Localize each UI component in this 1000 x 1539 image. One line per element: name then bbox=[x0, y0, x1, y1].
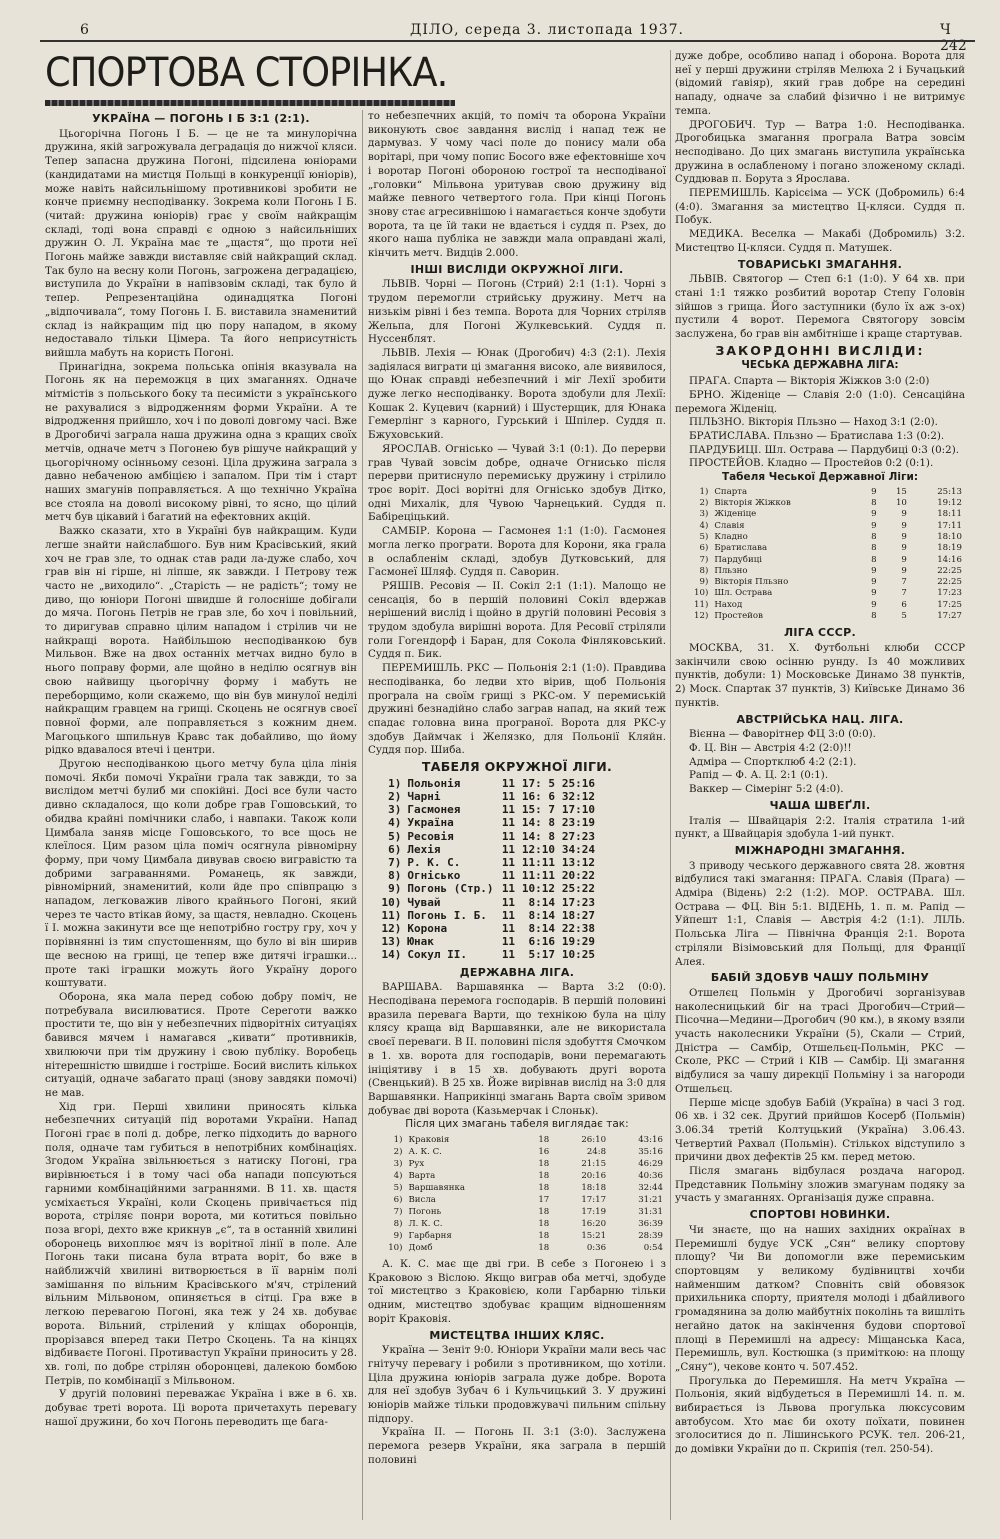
result-item: Вієнна — Фаворітнер ФЦ 3:0 (0:0). bbox=[689, 728, 876, 741]
stat-cell: 15 bbox=[895, 486, 907, 497]
stat-cell: 3) bbox=[393, 1159, 403, 1170]
paragraph: Після змагань відбулася роздача нагород. Представник Польміну зложив змагунам подяку за участь у змаганнях. Організація дуже справна. bbox=[675, 1165, 965, 1205]
stat-cell: 8 bbox=[871, 543, 877, 554]
stat-cell: 13) bbox=[381, 935, 402, 949]
stat-cell: 6 bbox=[901, 599, 907, 610]
stat-cell: 5) bbox=[699, 531, 709, 542]
result-item: ПІЛЬЗНО. Вікторія Пльзно — Наход 3:1 (2:0). bbox=[689, 416, 938, 429]
stat-cell: 9 bbox=[871, 599, 877, 610]
result-item: ДРОГОБИЧ. Тур — Ватра 1:0. Несподіванка. Дрогобицька змагання програла Ватра зовсім несподівано. До цих змагань виступила українська дружина в ослабленому і погано зложеному складі. Суддював п. Борута з Ярослава. bbox=[675, 118, 965, 186]
table-row bbox=[378, 830, 598, 843]
stat-cell: 0:36 bbox=[586, 1243, 607, 1254]
result-item: ЛЬВІВ. Чорні — Погонь (Стрий) 2:1 (1:1). Чорні з трудом перемогли стрийську дружину. Метч на низькім рівні і без темпа. Ворота для Чорних стріляв Жельпа, для Погоні Жулкевський. Суддя п. Нуссенблят. bbox=[368, 278, 666, 346]
stat-cell: 18 bbox=[538, 1171, 550, 1182]
page-header bbox=[40, 20, 975, 54]
stat-cell: 16:20 bbox=[581, 1219, 607, 1230]
paragraph: Важко сказати, хто в Україні був найкращим. Куди легше знайти найслабшого. Був ним Красівський, який хоч не грав зле, то однак став ради ла-дуже слабо, хоч грав він ні гірше, ні ліпше, як завжди. І Петрову теж часто не „виходило“. „Старість — не радість“; тому не диво, що юніори Погоні швидше й голосніше добігали до мяча. Погонь Петрів не грав зле, бо хоч і повільний, то диригував справно цілим нападом і стрілив чи не найкращі ворота. Найбільшою несподіванкою був Мильвон. Вже на двох останніх метчах видно було в нього поправу форми, але щойно в неділю осягнув він свою найвищу цьогорічну форму і мабуть не переборщимо, коли скажемо, що він був минулої неділі найкращим гравцем на грищі. Скоцень не осягнув своєї повної форми, але поправляється з кожним днем. Магоцького шпильнув Кравс так добайливо, що йому рідко вдавалося втечі і центри. bbox=[45, 525, 357, 757]
stat-cell: 8:14 bbox=[528, 908, 555, 922]
table-row bbox=[675, 498, 965, 509]
result-item: САМБІР. Корона — Гасмонея 1:1 (1:0). Гасмонея могла легко програти. Ворота для Корони, яка грала в ослабленім складі, здобув Дутковський, для Гасмонеї Шляф. Суддя п. Саворин. bbox=[368, 525, 666, 579]
stat-cell: 14: 8 bbox=[521, 829, 555, 843]
team-cell: Шл. Острава bbox=[714, 588, 773, 599]
stat-cell: 11 bbox=[501, 908, 516, 922]
stat-cell: 17:27 bbox=[937, 611, 962, 622]
team-cell: Славія bbox=[714, 520, 745, 531]
table-row bbox=[378, 856, 598, 869]
section-heading: ДЕРЖАВНА ЛІГА. bbox=[459, 965, 575, 979]
page-number: 6 bbox=[80, 22, 89, 38]
table-row bbox=[675, 555, 965, 566]
team-cell: Кладно bbox=[714, 531, 748, 542]
stat-cell: 18 bbox=[538, 1183, 550, 1194]
team-cell: Погонь bbox=[408, 1207, 442, 1218]
paragraph: Хід гри. Перші хвилини приносять кілька небезпечних ситуацій під воротами України. Напад Погоні грає в полі д. добре, легко підходить до варного поля, одначе там губиться в непотрібних комбінаціях. Згодом Україна звільнюється з натиску Погоні, гра вирівнюється і в тому часі оба напади попсуються гарними комбінаційними заграннями. В 11. хв. щастя усміхається Україні, коли Скоцень привічається під ворота, стріляє понри ворота, ми котиться повільно поза вгорі, дехто вже крикнув „є“, та в останній хвилині оборонець вихоплює мяч із ворітної лінії в поле. Але Погонь таки писана була втрата воріт, бо вже в найближчій хвилині витворюється в її варнім полі замішання по вільним Красівського м'яч, стрілений вільним Мільвоном, опиняється в сітці. Гра вже в легкою перевагою Погоні, яка теж у 24 хв. добуває ворота. Вільний, стрілений у кліщах оборонців, прорізався вперед таки Петро Скоцень. Та на кінцях відбиваєте Погоні. Противаступ України приносить у 28. хв. голі, по добре стрілян оборонцеві, далекою бомбою Петрів, по комбінації з Мільвоном. bbox=[45, 1100, 357, 1387]
team-cell: Братислава bbox=[714, 543, 768, 554]
stat-cell: 18 bbox=[538, 1135, 550, 1146]
paragraph: МОСКВА, 31. X. Футбольні клюби СССР закінчили свою осінню рунду. Із 40 можливих пунктів, добули: 1) Московське Динамо 38 пунктів, 2) Моск. Спартак 37 пунктів, 3) Київське Динамо 36 пунктів. bbox=[675, 642, 965, 709]
stat-cell: 3) bbox=[388, 803, 402, 817]
stat-cell: 9 bbox=[901, 520, 907, 531]
stat-cell: 11 bbox=[501, 921, 516, 935]
paragraph: Принагідна, зокрема польська опінія вказувала на Погонь як на переможця в цих змаганнях. Одначе мітмістів з польського боку та песимісти з українського не рахувалися з відродженням форми України. А те відродження прийшло, хоч і по доволі довгому часі. Вже в Дрогобичі заграла наша дружина одна з кращих своїх метчів, одначе метч з Погонею був рішуче найкращий у цьогорічному осінньому сезоні. Ціла дружина заграла з давно небаченою амбіцією і запалом. При тім і старт наших змагунів поправляється. А що технічно Україна все стояла на доволі високому рівні, то ясно, що цілий метч був цікавий і багатий на ефектовних акцій. bbox=[45, 360, 357, 524]
stat-cell: 18 bbox=[538, 1243, 550, 1254]
result-item: ПЕРЕМИШЛЬ. РКС — Польонія 2:1 (1:0). Правдива несподіванка, бо ледви хто вірив, щоб Польонія програла на своїм грищі з РКС-ом. У перемиській дружині безнадійно слабо заграв напад, на який теж спадає головна вина програної. Ворота для РКС-у здобув Даймчак і Желязко, для Польонії Кляйн. Суддя пор. Шиба. bbox=[368, 662, 666, 757]
column-2 bbox=[368, 110, 666, 1520]
team-cell: А. К. С. bbox=[408, 1147, 442, 1158]
section-heading: АВСТРІЙСЬКА НАЦ. ЛІГА. bbox=[736, 712, 904, 726]
column-divider bbox=[670, 50, 671, 1520]
sub-heading: ЧЕСЬКА ДЕРЖАВНА ЛІГА: bbox=[741, 359, 899, 372]
stat-cell: 9) bbox=[699, 577, 709, 588]
team-cell: Варта bbox=[408, 1171, 436, 1182]
team-cell: Наход bbox=[714, 599, 743, 610]
stat-cell: 8 bbox=[871, 531, 877, 542]
paragraph: дуже добре, особливо напад і оборона. Ворота для неї у перші дружини стріляв Мелюха 2 і Бучацький (відомий ґавіяр), який грав добре на середині нападу, одначе за слабий фізично і не витримує темпа. bbox=[675, 50, 965, 117]
stat-cell: 20:22 bbox=[561, 869, 595, 883]
stat-cell: 18:11 bbox=[937, 509, 962, 520]
section-heading: ІНШІ ВИСЛІДИ ОКРУЖНОЇ ЛІГИ. bbox=[410, 262, 624, 276]
stat-cell: 15: 7 bbox=[521, 803, 555, 817]
table-row bbox=[378, 909, 598, 922]
team-cell: Чувай bbox=[407, 895, 441, 909]
stat-cell: 11 bbox=[501, 789, 516, 803]
table-row bbox=[675, 566, 965, 577]
result-item: Адміра — Спортклюб 4:2 (2:1). bbox=[689, 755, 857, 768]
stat-cell: 9) bbox=[393, 1231, 403, 1242]
stat-cell: 1) bbox=[699, 486, 709, 497]
table-row bbox=[378, 843, 598, 856]
stat-cell: 11 bbox=[501, 842, 516, 856]
column-3 bbox=[675, 50, 965, 1520]
stat-cell: 14:16 bbox=[937, 554, 962, 565]
result-item: Ф. Ц. Він — Австрія 4:2 (2:0)!! bbox=[689, 741, 852, 754]
table-row bbox=[378, 922, 598, 935]
table-row bbox=[368, 1194, 666, 1206]
stat-cell: 18:19 bbox=[937, 543, 962, 554]
stat-cell: 9 bbox=[871, 577, 877, 588]
result-item: БРНО. Жіденіце — Славія 2:0 (1:0). Сенсаційна перемога Жіденіц. bbox=[675, 388, 965, 415]
state-league-table bbox=[368, 1134, 666, 1254]
result-item: ЯРОСЛАВ. Огнісько — Чувай 3:1 (0:1). До перерви грав Чувай зовсім добре, одначе Огнисько після перерви притиснуло перемиську дружину і стрілило троє воріт. Досі ворітні для Огнісько здобув Дітко, одні Михалік, для Чувою Чарнецький. Суддя п. Бабіреціцький. bbox=[368, 442, 666, 524]
section-heading: ЗАКОРДОННІ ВИСЛІДИ: bbox=[715, 342, 925, 358]
stat-cell: 15:21 bbox=[581, 1231, 607, 1242]
stat-cell: 11:11 bbox=[521, 869, 555, 883]
stat-cell: 9 bbox=[871, 588, 877, 599]
result-item: ПРОСТЕЙОВ. Кладно — Простейов 0:2 (0:1). bbox=[689, 457, 934, 470]
stat-cell: 17:19 bbox=[581, 1207, 607, 1218]
table-row bbox=[378, 869, 598, 882]
stat-cell: 4) bbox=[388, 816, 402, 830]
stat-cell: 9) bbox=[388, 882, 402, 896]
stat-cell: 9 bbox=[871, 509, 877, 520]
czech-league-table bbox=[675, 487, 965, 623]
stat-cell: 19:12 bbox=[937, 498, 962, 509]
stat-cell: 5) bbox=[393, 1183, 403, 1194]
stat-cell: 18 bbox=[538, 1219, 550, 1230]
stat-cell: 9 bbox=[901, 543, 907, 554]
stat-cell: 6:16 bbox=[528, 935, 555, 949]
stat-cell: 9 bbox=[901, 531, 907, 542]
table-row bbox=[368, 1182, 666, 1194]
stat-cell: 13:12 bbox=[561, 855, 595, 869]
table-heading: ТАБЕЛЯ ОКРУЖНОЇ ЛІГИ. bbox=[421, 759, 613, 775]
stat-cell: 11 bbox=[501, 803, 516, 817]
stat-cell: 8:14 bbox=[528, 921, 555, 935]
stat-cell: 10) bbox=[694, 588, 709, 599]
stat-cell: 8) bbox=[388, 869, 402, 883]
stat-cell: 34:24 bbox=[561, 842, 595, 856]
stat-cell: 25:16 bbox=[561, 776, 595, 790]
table-row bbox=[368, 1206, 666, 1218]
stat-cell: 18:18 bbox=[581, 1183, 607, 1194]
team-cell: Погонь І. Б. bbox=[407, 908, 487, 922]
stat-cell: 11 bbox=[501, 855, 516, 869]
table-row bbox=[675, 600, 965, 611]
stat-cell: 17 bbox=[538, 1195, 550, 1206]
section-heading: МІЖНАРОДНІ ЗМАГАННЯ. bbox=[734, 843, 906, 857]
masthead-rule bbox=[45, 100, 455, 106]
table-row bbox=[368, 1170, 666, 1182]
paragraph: Італія — Швайцарія 2:2. Італія стратила 1-ий пункт, а Швайцарія здобула 1-ий пункт. bbox=[675, 814, 965, 841]
team-cell: Варшавянка bbox=[408, 1183, 466, 1194]
stat-cell: 35:16 bbox=[638, 1147, 663, 1158]
stat-cell: 28:39 bbox=[638, 1231, 663, 1242]
stat-cell: 17:10 bbox=[561, 803, 595, 817]
stat-cell: 2) bbox=[699, 498, 709, 509]
stat-cell: 25:22 bbox=[561, 882, 595, 896]
stat-cell: 17:17 bbox=[581, 1195, 607, 1206]
stat-cell: 22:38 bbox=[561, 921, 595, 935]
team-cell: Л. К. С. bbox=[408, 1219, 443, 1230]
team-cell: Корона bbox=[407, 921, 448, 935]
stat-cell: 1) bbox=[388, 776, 402, 790]
table-row bbox=[675, 611, 965, 622]
section-heading: ТОВАРИСЬКІ ЗМАГАННЯ. bbox=[737, 257, 903, 271]
stat-cell: 25:13 bbox=[937, 486, 962, 497]
stat-cell: 9 bbox=[901, 509, 907, 520]
stat-cell: 9 bbox=[901, 554, 907, 565]
team-cell: Гарбарня bbox=[408, 1231, 452, 1242]
team-cell: Пльзно bbox=[714, 565, 748, 576]
team-cell: Домб bbox=[408, 1243, 433, 1254]
stat-cell: 18 bbox=[538, 1159, 550, 1170]
table-row bbox=[368, 1158, 666, 1170]
stat-cell: 11 bbox=[501, 869, 516, 883]
stat-cell: 14: 8 bbox=[521, 816, 555, 830]
stat-cell: 7) bbox=[699, 554, 709, 565]
result-item: Рапід — Ф. А. Ц. 2:1 (0:1). bbox=[689, 769, 829, 782]
table-row bbox=[675, 588, 965, 599]
stat-cell: 22:25 bbox=[937, 577, 962, 588]
paragraph: У другій половині переважає Україна і вже в 6. хв. добуває треті ворота. Ці ворота причетахуть перевагу нашої дружини, бо хоч Погонь переводить ще бага- bbox=[45, 1388, 357, 1428]
stat-cell: 18 bbox=[538, 1231, 550, 1242]
stat-cell: 27:23 bbox=[561, 829, 595, 843]
team-cell: Польонія bbox=[407, 776, 461, 790]
stat-cell: 8) bbox=[393, 1219, 403, 1230]
result-item: ЛЬВІВ. Лехія — Юнак (Дрогобич) 4:3 (2:1). Лехія задіялася виграти ці змагання високо, але виявилося, що Юнак справді небезпечний і міг Лехії зробити дуже легко несподіванку. Ворота здобули для Лехії: Кошак 2. Куцевич (карний) і Шустерщик, для Юнака Гемерлінг з карного, Гурський і Шпілер. Суддя п. Бжуховський. bbox=[368, 346, 666, 442]
stat-cell: 26:10 bbox=[581, 1135, 607, 1146]
paragraph: Цьогорічна Погонь І Б. — це не та минулорічна дружина, якій загрожувала деградація до нижчої кляси. Тепер запасна дружина Погоні, підсилена юніорами (кандидатами на мистця Польщі в конкуренції юніорів), може навіть найсильнішому противникові зробити не конче приємну несподіванку. Зокрема коли Погонь І Б. (читай: дружина юніорів) грає у своїм найкращім складі, тоді вона справді є одною з найсильніших дружин О. Л. Україна має те „щастя“, що проти неї Погонь майже завжди виставляє свій найкращий склад. Так було на весну коли Погонь, загрожена деградацією, виступила до України в напівзовім складі, так було й тепер. Репрезентаційна одинадцятка Погоні „відпочивала“, тому Погонь І. Б. виставила знаменитий склад із найкращим під цю пору нападом, в якому недоставало тільки Цімера. Та його неприсутність вийшла мабуть на користь Погоні. bbox=[45, 127, 357, 359]
stat-cell: 5) bbox=[388, 829, 402, 843]
stat-cell: 6) bbox=[393, 1195, 403, 1206]
team-cell: Рух bbox=[408, 1159, 425, 1170]
stat-cell: 1) bbox=[393, 1135, 403, 1146]
stat-cell: 12) bbox=[694, 611, 709, 622]
stat-cell: 11 bbox=[501, 935, 516, 949]
team-cell: Погонь (Стр.) bbox=[407, 882, 494, 896]
stat-cell: 2) bbox=[388, 789, 402, 803]
stat-cell: 4) bbox=[699, 520, 709, 531]
stat-cell: 17:23 bbox=[937, 588, 962, 599]
team-cell: Пардубиці bbox=[714, 554, 762, 565]
result-item: РЯШІВ. Ресовія — ІІ. Сокіл 2:1 (1:1). Малощо не сенсація, бо в першій половині Сокіл вдержав нерішений вислід і щойно в другій половині Ресовія з трудом здобула вирішні ворота. Для Ресовії стріляли голи Гогендорф і Баран, для Сокола Фінляковський. Суддя п. Бик. bbox=[368, 579, 666, 661]
stat-cell: 11:11 bbox=[521, 855, 555, 869]
stat-cell: 17: 5 bbox=[521, 776, 555, 790]
stat-cell: 18:10 bbox=[937, 531, 962, 542]
table-row bbox=[378, 777, 598, 790]
table-row bbox=[378, 935, 598, 948]
stat-cell: 11 bbox=[501, 948, 516, 962]
result-item: Україна ІІ. — Погонь ІІ. 3:1 (3:0). Заслужена перемога резерв України, яка заграла в першій половині bbox=[368, 1426, 666, 1466]
stat-cell: 8 bbox=[871, 554, 877, 565]
result-item: Ваккер — Сімерінг 5:2 (4:0). bbox=[689, 783, 844, 796]
stat-cell: 9 bbox=[871, 520, 877, 531]
table-row bbox=[378, 790, 598, 803]
stat-cell: 21:15 bbox=[581, 1159, 607, 1170]
stat-cell: 11 bbox=[501, 829, 516, 843]
stat-cell: 32:44 bbox=[638, 1183, 663, 1194]
stat-cell: 12) bbox=[381, 921, 402, 935]
stat-cell: 11) bbox=[381, 908, 402, 922]
stat-cell: 8:14 bbox=[528, 895, 555, 909]
team-cell: Висла bbox=[408, 1195, 436, 1206]
stat-cell: 0:54 bbox=[643, 1243, 663, 1254]
table-row bbox=[368, 1218, 666, 1230]
stat-cell: 11 bbox=[501, 895, 516, 909]
team-cell: Простейов bbox=[714, 611, 763, 622]
table-row bbox=[378, 896, 598, 909]
stat-cell: 10) bbox=[388, 1243, 403, 1254]
stat-cell: 24:8 bbox=[586, 1147, 607, 1158]
table-row bbox=[368, 1230, 666, 1242]
newspaper-title: ДІЛО, середа 3. листопада 1937. bbox=[410, 22, 684, 38]
section-heading: МИСТЕЦТВА ІНШИХ КЛЯС. bbox=[429, 1328, 605, 1342]
stat-cell: 22:25 bbox=[937, 565, 962, 576]
stat-cell: 7) bbox=[393, 1207, 403, 1218]
table-row bbox=[378, 816, 598, 829]
table-row bbox=[368, 1134, 666, 1146]
table-caption: Після цих змагань табеля виглядає так: bbox=[405, 1118, 629, 1131]
paragraph: З приводу чеського державного свята 28. жовтня відбулися такі змагання: ПРАГА. Славія (Прага) — Адміра (Відень) 2:2 (1:2). МОР. ОСТРАВА. Шл. Острава — ФЦ. Він 5:1. ВІДЕНЬ, 1. п. м. Рапід — Уйпешт 1:1, Славія — Австрія 4:2 (1:1). ЛІЛЬ. Польська Ліга — Північна Франція 2:1. Ворота стріляли Візімовський для Польщі, для Франції Алея. bbox=[675, 859, 965, 968]
stat-cell: 7 bbox=[901, 577, 907, 588]
team-cell: Лехія bbox=[407, 842, 441, 856]
stat-cell: 36:39 bbox=[638, 1219, 663, 1230]
team-cell: Сокул ІІ. bbox=[407, 948, 468, 962]
stat-cell: 11 bbox=[501, 776, 516, 790]
table-row bbox=[368, 1146, 666, 1158]
stat-cell: 11 bbox=[501, 816, 516, 830]
stat-cell: 19:29 bbox=[561, 935, 595, 949]
stat-cell: 10 bbox=[895, 498, 907, 509]
stat-cell: 7) bbox=[388, 855, 402, 869]
stat-cell: 31:21 bbox=[638, 1195, 663, 1206]
paragraph: Прогулька до Перемишля. На метч Україна — Польонія, який відбудеться в Перемишлі 14. п. м. вибирається із Львова прогулька люксусовим автобусом. Хто має би охоту поїхати, повинен зголоситися до п. Лішинського РСУК. тел. 206-21, до домівки України до п. Скрипія (тел. 250-54). bbox=[675, 1374, 965, 1456]
stat-cell: 6) bbox=[699, 543, 709, 554]
section-heading: ЧАША ШВЕҐЛІ. bbox=[769, 798, 871, 812]
section-heading: БАБІЙ ЗДОБУВ ЧАШУ ПОЛЬМІНУ bbox=[710, 971, 930, 985]
table-row bbox=[675, 521, 965, 532]
stat-cell: 10) bbox=[381, 895, 402, 909]
team-cell: Спарта bbox=[714, 486, 748, 497]
team-cell: Жіденіце bbox=[714, 509, 757, 520]
league-table bbox=[378, 777, 598, 962]
column-1 bbox=[45, 110, 357, 1520]
stat-cell: 46:29 bbox=[638, 1159, 663, 1170]
team-cell: Р. К. С. bbox=[407, 855, 461, 869]
table-row bbox=[378, 803, 598, 816]
stat-cell: 12:10 bbox=[521, 842, 555, 856]
stat-cell: 9 bbox=[871, 486, 877, 497]
paragraph: Чи знаєте, що на наших західних окраїнах в Перемишлі будує УСК „Сян“ велику спортову площу? Чи Ви допомогли вже перемиським спортовцям у великому будівництві хочби найменшим датком? Сповніть свій обовязок прихильника спорту, приятеля молоді і дбайливого громадянина за долю майбутніх поколінь та вишліть негайно даток на закінчення будови спортової площі в Перемишлі на адресу: Міщанська Каса, Перемишль, вул. Костюшка (з приміткою: на площу „Сяну“), чекове конто ч. 507.452. bbox=[675, 1223, 965, 1373]
stat-cell: 17:11 bbox=[937, 520, 962, 531]
team-cell: Краковія bbox=[408, 1135, 450, 1146]
paragraph: Другою несподіванкою цього метчу була ціла лінія помочі. Якби помочі України грала так завжди, то за вислідом метчі булиб ми спокійні. Досі все були часто дивно складалося, що коли добре грав Гошовський, то обидва крайні помічники слабо, і навпаки. Також коли Цимбала заняв місце Гошовського, то все щось не клеїлося. Цим разом ціла поміч осягнула рівномірну форму, при чому Цимбала дивував своєю вигравістю та добрими заграваннями. Романець, як завжди, рівномірний, знаменитий, коли йде про співпрацю з нападом, легковажив лівого крайнього Погоні, який через те часто втікав йому, за щастя, невладно. Скоцень ї І. можна закинути все ще непотрібно гостру гру, хоч у порівнянні із тим спустошенням, що було ві він ширив ще весною на грищі, це тепер вже дитячі іграшки... проте такі іграшки можуть його Україну дорого коштувати. bbox=[45, 758, 357, 990]
result-item: ПАРДУБИЦІ. Шл. Острава — Пардубиці 0:3 (0:2). bbox=[689, 443, 959, 456]
table-row bbox=[675, 532, 965, 543]
stat-cell: 11) bbox=[694, 599, 709, 610]
paragraph: Оборона, яка мала перед собою добру поміч, не потребувала висилюватися. Проте Сереготи важко простити те, що він у небезпечних підворітніх ситуаціях бавився мячем і намагався „кивати“ противників, хвилюючи при тім дружину і свою публіку. Воробець нітерешністю швидше і гостріше. Босий вислить кількох ситуацій, одначе забагато праці (знову завдяки помочі) не мав. bbox=[45, 991, 357, 1099]
result-item: ПЕРЕМИШЛЬ. Карісєіма — УСК (Добромиль) 6:4 (4:0). Змагання за мистецтво Ц-кляси. Суддя п. Побук. bbox=[675, 187, 965, 227]
result-item: БРАТИСЛАВА. Пльзно — Братислава 1:3 (0:2). bbox=[689, 429, 945, 442]
stat-cell: 14) bbox=[381, 948, 402, 962]
table-row bbox=[675, 509, 965, 520]
stat-cell: 6) bbox=[388, 842, 402, 856]
stat-cell: 5:17 bbox=[528, 948, 555, 962]
stat-cell: 3) bbox=[699, 509, 709, 520]
stat-cell: 8 bbox=[871, 498, 877, 509]
header-rule bbox=[40, 40, 975, 42]
stat-cell: 20:16 bbox=[581, 1171, 607, 1182]
stat-cell: 2) bbox=[393, 1147, 403, 1158]
result-item: Україна — Зеніт 9:0. Юніори України мали весь час гнітучу перевагу і робили з противником, що хотіли. Ціла дружина юніорів заграла дуже добре. Ворота для неї здобув Зубач 6 і Кульчицький 3. У дружині юніорів майже тільки продовжувачі пильним спільну підпору. bbox=[368, 1344, 666, 1425]
stat-cell: 16: 6 bbox=[521, 789, 555, 803]
article-heading: УКРАЇНА — ПОГОНЬ І Б 3:1 (2:1). bbox=[92, 112, 310, 125]
stat-cell: 10:25 bbox=[561, 948, 595, 962]
stat-cell: 5 bbox=[901, 611, 907, 622]
stat-cell: 7 bbox=[901, 588, 907, 599]
stat-cell: 16 bbox=[538, 1147, 550, 1158]
table-row bbox=[675, 487, 965, 498]
stat-cell: 8) bbox=[699, 565, 709, 576]
team-cell: Вікторія Жіжков bbox=[714, 498, 791, 509]
result-item: МЕДИКА. Веселка — Макабі (Добромиль) 3:2. Мистецтво Ц-кляси. Суддя п. Матушек. bbox=[675, 228, 965, 254]
stat-cell: 23:19 bbox=[561, 816, 595, 830]
column-divider bbox=[362, 110, 363, 1520]
stat-cell: 17:25 bbox=[937, 599, 962, 610]
team-cell: Огнісько bbox=[407, 869, 461, 883]
paragraph: Перше місце здобув Бабій (Україна) в часі 3 год. 06 хв. і 32 сек. Другий прийшов Косерб (Польмін) 3.06.34 третій Колтуцький (Україна) 3.06.43. Четвертий Рахвал (Польмін). Стількох відступило з причини двох дефектів 25 км. перед метою. bbox=[675, 1096, 965, 1164]
team-cell: Юнак bbox=[407, 935, 434, 949]
team-cell: Вікторія Пльзно bbox=[714, 577, 789, 588]
stat-cell: 17:23 bbox=[561, 895, 595, 909]
table-row bbox=[378, 948, 598, 961]
stat-cell: 4) bbox=[393, 1171, 403, 1182]
stat-cell: 9 bbox=[901, 565, 907, 576]
stat-cell: 9 bbox=[871, 565, 877, 576]
result-item: ЛЬВІВ. Святогор — Степ 6:1 (1:0). У 64 хв. при стані 1:1 тяжко розбитий воротар Степу Головін зійшов з грища. Його заступники (було їх аж з-ох) пустили 4 ворот. Перемога Святогору зовсім заслужена, бо грав він амбітніше і краще стартував. bbox=[675, 273, 965, 341]
result-item: ПРАГА. Спарта — Вікторія Жіжков 3:0 (2:0) bbox=[689, 375, 930, 388]
table-row bbox=[368, 1242, 666, 1254]
table-row bbox=[675, 543, 965, 554]
team-cell: Гасмонея bbox=[407, 803, 461, 817]
paragraph: Отшелєц Польмін у Дрогобичі зорганізував наколесницький біг на трасі Дрогобич—Стрий—Пісочна—Медини—Дрогобич (90 км.), в якому взяли участь наколесники України (5), Скали — Стрий, Дністра — Самбір, Отшельєц-Польмін, РКС — Сколе, РКС — Стрий і КІВ — Самбір. Ці змагання відбулися за чашу дирекції Польміну і за нагороди Отшельєц. bbox=[675, 986, 965, 1095]
team-cell: Україна bbox=[407, 816, 454, 830]
paragraph: то небезпечних акцій, то поміч та оборона України виконують своє завдання вислід і напад теж не дармуваз. У чому часі поле до понису мали оба ворітарі, при чому попис Босого вже ефектовніше хоч і воротар Погоні обороною гострої та несподіваної „головки“ Мільвона уритував свою дружину від майже певного четвертого гола. При кінці Погонь знову стає агресивнішою і намагається конче здобути ворота, та це їй таки не вдається і суддя п. Рзех, до якого наша публіка не завжди мала оправдані жалі, кінчить метч. Видців 2.000. bbox=[368, 110, 666, 260]
issue-number: Ч 242 bbox=[940, 22, 967, 54]
stat-cell: 11 bbox=[501, 882, 516, 896]
stat-cell: 18:27 bbox=[561, 908, 595, 922]
stat-cell: 31:31 bbox=[638, 1207, 663, 1218]
stat-cell: 10:12 bbox=[521, 882, 555, 896]
section-masthead: СПОРТОВА СТОРІНКА. bbox=[45, 50, 448, 96]
stat-cell: 8 bbox=[871, 611, 877, 622]
team-cell: Чарні bbox=[407, 789, 441, 803]
table-row bbox=[675, 577, 965, 588]
stat-cell: 40:36 bbox=[638, 1171, 663, 1182]
stat-cell: 32:12 bbox=[561, 789, 595, 803]
stat-cell: 43:16 bbox=[638, 1135, 663, 1146]
section-heading: СПОРТОВІ НОВИНКИ. bbox=[749, 1208, 891, 1222]
paragraph: А. К. С. має ще дві гри. В себе з Погонею і з Краковою з Віслою. Якщо виграв оба метчі, здобуде тої мистецтво з Краковією, коли Гарбарню тільки одним, мистецтво здобуває кращим відношенням воріт Краковія. bbox=[368, 1258, 666, 1325]
table-row bbox=[378, 882, 598, 895]
paragraph: ВАРШАВА. Варшавянка — Варта 3:2 (0:0). Несподівана перемога господарів. В першій половині вразила перевага Варти, що технікою була на цілу клясу краща від Варшавянки, але не використала своєї переваги. В ІІ. половині після здобуття Смочком в 1. хв. ворота для господарів, вони перемагають ініціятиву і в 15 хв. добувають другі ворота (Свенцький). В 25 хв. Йоже вирівнав вислід на 3:0 для Варшавянки. Наприкінці змагань Варта своїм зривом добуває дві ворота (Казьмерчак і Слоньк). bbox=[368, 981, 666, 1117]
team-cell: Ресовія bbox=[407, 829, 454, 843]
table-caption: Табеля Чеської Державної Ліги: bbox=[721, 471, 919, 484]
stat-cell: 18 bbox=[538, 1207, 550, 1218]
section-heading: ЛІГА СССР. bbox=[783, 626, 857, 640]
